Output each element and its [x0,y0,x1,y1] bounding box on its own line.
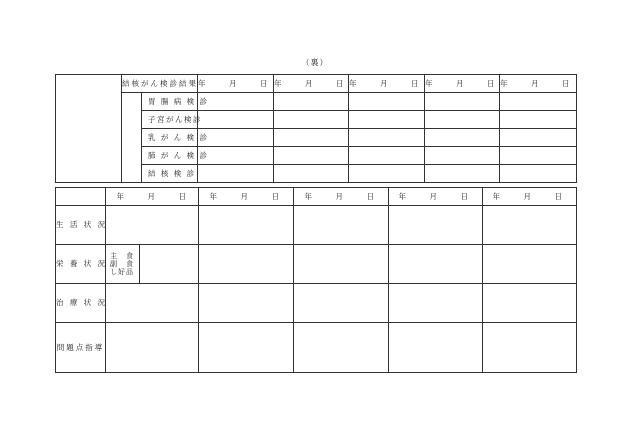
bottom-date-4: 年 月 日 [389,188,483,206]
cell[interactable] [389,284,483,323]
cell[interactable] [425,93,500,111]
top-date-3: 年 月 日 [349,75,425,93]
top-date-5: 年 月 日 [500,75,577,93]
cell[interactable] [274,147,349,165]
top-left-blank [56,75,122,183]
cell[interactable] [106,206,199,245]
cell[interactable] [500,129,577,147]
bottom-left-blank [56,188,106,206]
row-label-gastro: 胃 腸 病 検 診 [142,93,198,111]
cell[interactable] [274,93,349,111]
cell[interactable] [198,111,274,129]
cell[interactable] [389,323,483,373]
cell[interactable] [106,284,199,323]
bottom-date-1: 年 月 日 [106,188,199,206]
cell[interactable] [483,206,577,245]
cell[interactable] [294,323,389,373]
cell[interactable] [199,245,294,284]
cell[interactable] [349,93,425,111]
cell[interactable] [349,147,425,165]
row-label-lung: 肺 が ん 検 診 [142,147,198,165]
cell[interactable] [199,206,294,245]
row-label-breast: 乳 が ん 検 診 [142,129,198,147]
sub-label-staple: 主 食 [110,251,134,260]
cell[interactable] [349,129,425,147]
cell[interactable] [500,165,577,183]
cell[interactable] [198,165,274,183]
cell[interactable] [294,245,389,284]
top-date-1: 年 月 日 [198,75,274,93]
cell[interactable] [425,111,500,129]
bottom-date-3: 年 月 日 [294,188,389,206]
sub-label-preference: し好品 [110,268,134,277]
cell[interactable] [425,129,500,147]
cell[interactable] [500,93,577,111]
condition-table [55,187,577,373]
cell[interactable] [389,245,483,284]
cell[interactable] [294,206,389,245]
cell[interactable] [389,206,483,245]
cell[interactable] [140,245,199,284]
top-indent-blank [122,93,142,183]
row-label-tb: 結 核 検 診 [142,165,198,183]
top-date-2: 年 月 日 [274,75,349,93]
cell[interactable] [199,284,294,323]
cell[interactable] [274,111,349,129]
cell[interactable] [274,129,349,147]
sub-label-side: 副 食 [110,259,134,268]
top-date-4: 年 月 日 [425,75,500,93]
cell[interactable] [425,165,500,183]
cell[interactable] [483,323,577,373]
row-label-nutrition: 栄 養 状 況 [56,245,106,284]
cell[interactable] [106,323,199,373]
screening-results-label: 結核がん検診結果 [122,75,198,93]
row-label-uterine: 子宮がん検診 [142,111,198,129]
cell[interactable] [483,284,577,323]
page-title: （裏） [301,58,329,67]
bottom-date-5: 年 月 日 [483,188,577,206]
cell[interactable] [500,111,577,129]
cell[interactable] [199,323,294,373]
row-label-treatment: 治 療 状 況 [56,284,106,323]
cancer-screening-table [55,74,577,183]
row-label-life: 生 活 状 況 [56,206,106,245]
cell[interactable] [349,111,425,129]
cell[interactable] [274,165,349,183]
cell[interactable] [483,245,577,284]
row-label-guidance: 問題点指導 [56,323,106,373]
cell[interactable] [500,147,577,165]
cell[interactable] [425,147,500,165]
cell[interactable] [294,284,389,323]
cell[interactable] [349,165,425,183]
bottom-date-2: 年 月 日 [199,188,294,206]
nutrition-sub-labels [106,245,140,284]
